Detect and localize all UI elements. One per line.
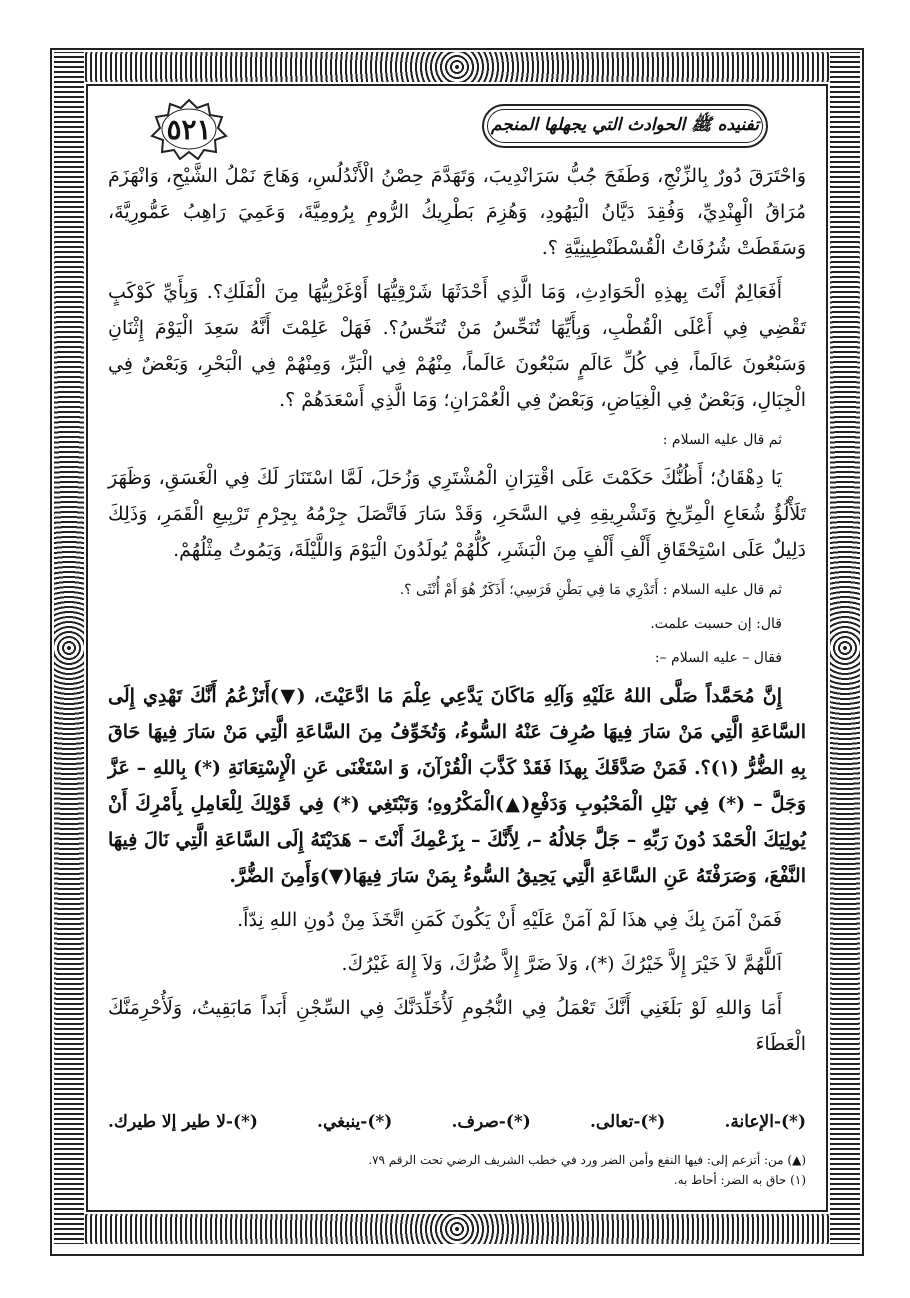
paragraph-8: إِنَّ مُحَمَّداً صَلَّى اللهُ عَلَيْهِ وَآلِهِ مَاكَانَ يَدَّعِي عِلْمَ مَا ادَّعَيْتَ، (▼)أَتَزْعُمُ أَنَّكَ تَهْدِي إِلَى السَّاعَةِ الَّتِي مَنْ سَارَ فِيهَا صُرِفَ عَنْهُ السُّوءُ، وَتُخَوِّفُ مِنَ السَّاعَةِ الَّتِي مَنْ سَارَ فِيهَا حَاقَ بِهِ الضُّرُّ (١)؟. فَمَنْ صَدَّقَكَ بِهذَا فَقَدْ كَذَّبَ الْقُرْآنَ، وَ اسْتَغْنَى عَنِ الْإِسْتِعَانَةِ (*) بِاللهِ – عَزَّ وَجَلَّ – (*) فِي نَيْلِ الْمَحْبُوبِ وَدَفْعِ(▲)الْمَكْرُوهِ؛ وَتَبْتَغِي (*) فِي قَوْلِكَ لِلْعَامِلِ بِأَمْرِكَ أَنْ يُولِيَكَ الْحَمْدَ دُونَ رَبِّهِ – جَلَّ جَلالُهُ –، لِأَنَّكَ – بِزَعْمِكَ أَنْتَ – هَدَيْتَهُ إِلَى السَّاعَةِ الَّتِي نَالَ فِيهَا النَّفْعَ، وَصَرَفْتَهُ عَنِ السَّاعَةِ الَّتِي يَحِيقُ السُّوءُ بِمَنْ سَارَ فِيهَا(▼)وَأَمِنَ الضُّرَّ. — [108, 685, 806, 887]
paragraph-3: ثم قال عليه السلام : — [662, 432, 782, 448]
running-header-title: تفنيده ﷺ الحوادث التي يجهلها المنجم — [490, 114, 760, 135]
paragraph-1: وَاحْتَرَقَ دُورٌ بِالزِّنْجِ، وَطَفَحَ جُبُّ سَرَانْدِيبَ، وَتَهَدَّمَ حِصْنُ الْأَنْدُلُسِ، وَهَاجَ نَمْلُ الشَّيْحِ، وَانْهَزَمَ مُرَاقُ الْهِنْدِيِّ، وَفُقِدَ دَيَّانُ الْيَهُودِ، وَهُزِمَ بَطْرِيكُ الرُّومِ بِرُومِيَّةَ، وَعَمِيَ رَاهِبُ عَمُّورِيَّةَ، وَسَقَطَتْ شُرُفَاتُ الْقُسْطَنْطِينِيَّةِ ؟. — [108, 165, 806, 259]
page-number-badge — [150, 98, 228, 160]
paragraph-4: يَا دِهْقَانُ؛ أَظُنُّكَ حَكَمْتَ عَلَى اقْتِرَانِ الْمُشْتَرِي وَزُحَلَ، لَمَّا اسْتَنَارَ لَكَ فِي الْغَسَقِ، وَظَهَرَ تَلَأْلُؤُ شُعَاعِ الْمِرِّيخِ وَتَشْرِيقِهِ فِي السَّحَرِ، وَقَدْ سَارَ فَاتَّصَلَ جِرْمُهُ بِجِرْمِ تَرْبِيعِ الْقَمَرِ، وَذَلِكَ دَلِيلٌ عَلَى اسْتِحْقَاقِ أَلْفِ أَلْفٍ مِنَ الْبَشَرِ، كُلُّهُمْ يُولَدُونَ الْيَوْمَ وَاللَّيْلَةَ، وَيَمُوتُ مِثْلُهُمْ. — [108, 467, 806, 561]
ornamental-border-top — [54, 52, 860, 82]
note-5: (*)-لا طير إلا طيرك. — [108, 1112, 258, 1132]
note-4: (*)-ينبغي. — [317, 1112, 393, 1132]
paragraph-5: ثم قال عليه السلام : أَتَدْرِي مَا فِي بَطْنِ فَرَسِي؛ أَذَكَرٌ هُوَ أَمْ أُنْثَى ؟. — [399, 582, 782, 598]
ornamental-border-left — [54, 52, 84, 1244]
ornamental-border-bottom — [54, 1214, 860, 1244]
paragraph-6: قال: إن حسبت علمت. — [650, 616, 782, 632]
paragraph-7: فقال – عليه السلام –: — [654, 650, 782, 666]
page-number: ٥٢١ — [166, 112, 212, 146]
paragraph-11: أَمَا وَاللهِ لَوْ بَلَغَنِي أَنَّكَ تَعْمَلُ فِي النُّجُومِ لَأُخَلِّدَنَّكَ فِي السِّجْنِ أَبَداً مَابَقِيتُ، وَلَأُحْرِمَنَّكَ الْعَطَاءَ — [108, 997, 806, 1055]
main-text — [108, 158, 806, 1070]
paragraph-2: أَفَعَالِمٌ أَنْتَ بِهذِهِ الْحَوَادِثِ، وَمَا الَّذِي أَحْدَثَهَا شَرْقِيُّهَا أَوْغَرْبِيُّهَا مِنَ الْفَلَكِ؟. وَبِأَيِّ كَوْكَبٍ تَقْضِي فِي أَعْلَى الْقُطْبِ، وَبِأَيِّهَا تُنَحِّسُ مَنْ تُنَحِّسُ؟. فَهَلْ عَلِمْتَ أَنَّهُ سَعِدَ الْيَوْمَ إِثْنَانِ وَسَبْعُونَ عَالَماً، فِي كُلِّ عَالَمٍ سَبْعُونَ عَالَماً، مِنْهُمْ فِي الْبَرِّ، وَمِنْهُمْ فِي الْبَحْرِ، وَبَعْضٌ فِي الْجِبَالِ، وَبَعْضٌ فِي الْغِيَاضِ، وَبَعْضٌ فِي الْعُمْرَانِ؛ وَمَا الَّذِي أَسْعَدَهُمْ ؟. — [108, 281, 806, 411]
running-header — [482, 104, 768, 148]
footnotes — [108, 1150, 806, 1190]
margin-notes — [108, 1112, 806, 1132]
paragraph-10: اَللَّهُمَّ لاَ خَيْرَ إِلاَّ خَيْرُكَ (*)، وَلاَ ضَرَّ إِلاَّ ضُرُّكَ، وَلاَ إِلهَ غَيْرُكَ. — [341, 953, 782, 975]
ornamental-border-right — [830, 52, 860, 1244]
footnote-1: (▲) من: أتزعم إلى: فيها النفع وأمن الضر ورد في خطب الشريف الرضي تحت الرقم ٧٩. — [368, 1153, 806, 1167]
footnote-2: (١) حاق به الضر: أحاط به. — [673, 1173, 806, 1187]
paragraph-9: فَمَنْ آمَنَ بِكَ فِي هذَا لَمْ آمَنْ عَلَيْهِ أَنْ يَكُونَ كَمَنِ اتَّخَذَ مِنْ دُونِ اللهِ نِدّاً. — [237, 909, 782, 931]
note-3: (*)-صرف. — [451, 1112, 531, 1132]
note-1: (*)-الإعانة. — [724, 1112, 806, 1132]
note-2: (*)-تعالى. — [589, 1112, 666, 1132]
